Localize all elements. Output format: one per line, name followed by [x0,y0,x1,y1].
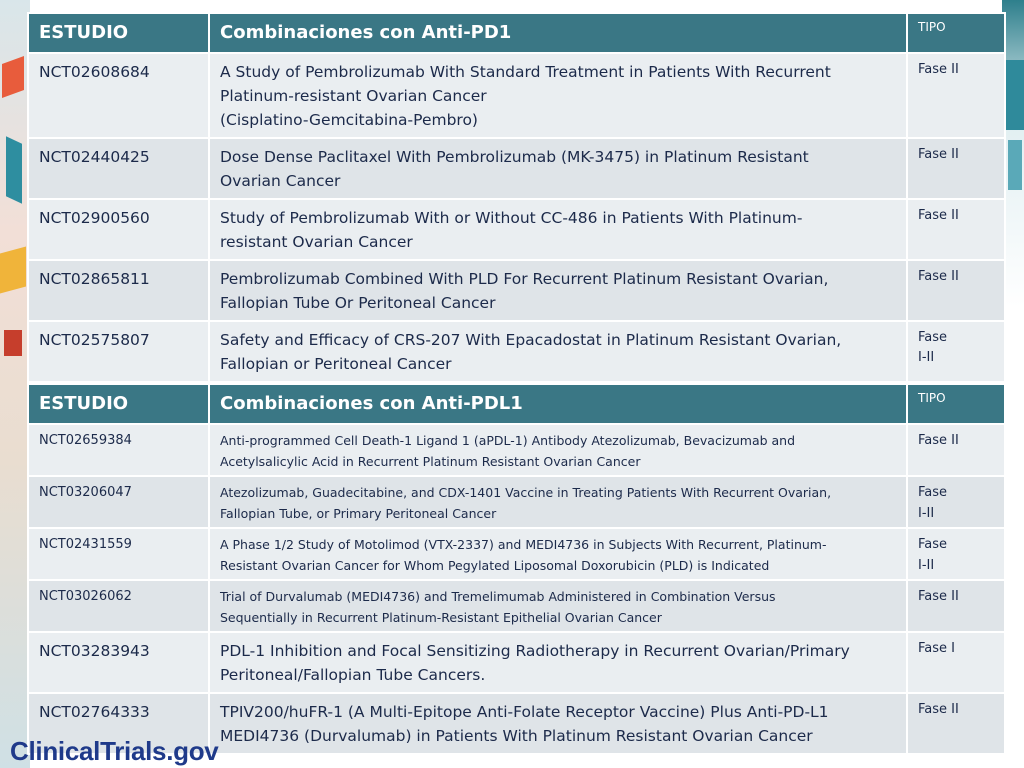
anti-pdl1-table [27,383,1006,755]
phase-word: Fase [918,537,948,552]
anti-pd1-table [27,12,1006,383]
description-line: Safety and Efficacy of CRS-207 With Epacadostat in Platinum Resistant Ovarian, [220,331,842,349]
description-line: PDL-1 Inhibition and Focal Sensitizing Radiotherapy in Recurrent Ovarian/Primary [220,642,850,660]
description-line: resistant Ovarian Cancer [220,233,413,251]
study-description [209,260,907,321]
description-line: Dose Dense Paclitaxel With Pembrolizumab (MK-3475) in Platinum Resistant [220,148,809,166]
study-phase: Fase II [907,260,1005,321]
study-description [209,199,907,260]
description-line: Anti-programmed Cell Death-1 Ligand 1 (aPDL-1) Antibody Atezolizumab, Bevacizumab and [220,433,796,448]
phase-range: I-II [918,506,935,521]
table-row [28,632,1005,693]
study-description [209,424,907,476]
description-line: Atezolizumab, Guadecitabine, and CDX-1401 Vaccine in Treating Patients With Recurrent Ovarian, [220,485,832,500]
study-description [209,53,907,138]
description-line: TPIV200/huFR-1 (A Multi-Epitope Anti-Folate Receptor Vaccine) Plus Anti-PD-L1 [220,703,829,721]
study-description [209,476,907,528]
table-row [28,580,1005,632]
table-row [28,528,1005,580]
study-phase [907,321,1005,382]
study-id: NCT03026062 [28,580,209,632]
study-phase: Fase II [907,138,1005,199]
description-line: A Phase 1/2 Study of Motolimod (VTX-2337) and MEDI4736 in Subjects With Recurrent, Platinum- [220,537,827,552]
col-estudio-header: ESTUDIO [28,13,209,53]
study-description [209,580,907,632]
description-line: Fallopian Tube, or Primary Peritoneal Cancer [220,506,497,521]
study-id: NCT02575807 [28,321,209,382]
study-id: NCT03283943 [28,632,209,693]
col-tipo-header: TIPO [907,384,1005,424]
description-line: Fallopian Tube Or Peritoneal Cancer [220,294,496,312]
decorative-left-band [0,0,30,768]
study-phase: Fase II [907,580,1005,632]
col-combinaciones-header: Combinaciones con Anti-PDL1 [209,384,907,424]
study-phase [907,528,1005,580]
phase-range: I-II [918,558,935,573]
study-id: NCT02865811 [28,260,209,321]
table-row [28,260,1005,321]
study-id: NCT02608684 [28,53,209,138]
description-line: Pembrolizumab Combined With PLD For Recurrent Platinum Resistant Ovarian, [220,270,829,288]
table-row [28,476,1005,528]
study-phase: Fase II [907,53,1005,138]
study-phase [907,476,1005,528]
table-row [28,199,1005,260]
study-id: NCT02659384 [28,424,209,476]
table-row [28,138,1005,199]
table-row [28,321,1005,382]
study-phase: Fase II [907,693,1005,754]
description-line: Acetylsalicylic Acid in Recurrent Platinum Resistant Ovarian Cancer [220,454,641,469]
col-combinaciones-header: Combinaciones con Anti-PD1 [209,13,907,53]
table-row [28,53,1005,138]
study-description [209,693,907,754]
study-description [209,138,907,199]
description-line: Study of Pembrolizumab With or Without CC-486 in Patients With Platinum- [220,209,803,227]
description-line: Fallopian or Peritoneal Cancer [220,355,452,373]
description-line: Peritoneal/Fallopian Tube Cancers. [220,666,486,684]
description-line: MEDI4736 (Durvalumab) in Patients With Platinum Resistant Ovarian Cancer [220,727,813,745]
table-header [28,13,1005,53]
study-phase: Fase I [907,632,1005,693]
description-line: Ovarian Cancer [220,172,341,190]
study-phase: Fase II [907,424,1005,476]
table-row [28,424,1005,476]
study-id: NCT02900560 [28,199,209,260]
description-line: A Study of Pembrolizumab With Standard Treatment in Patients With Recurrent [220,63,831,81]
study-phase: Fase II [907,199,1005,260]
col-tipo-header: TIPO [907,13,1005,53]
table-header [28,384,1005,424]
clinicaltrials-logo: ClinicalTrials.gov [10,736,219,766]
study-description [209,632,907,693]
description-line: Trial of Durvalumab (MEDI4736) and Tremelimumab Administered in Combination Versus [220,589,776,604]
study-description [209,321,907,382]
phase-range: I-II [918,350,935,365]
study-id: NCT03206047 [28,476,209,528]
study-id: NCT02440425 [28,138,209,199]
description-line: (Cisplatino-Gemcitabina-Pembro) [220,111,478,129]
study-description [209,528,907,580]
col-estudio-header: ESTUDIO [28,384,209,424]
study-id: NCT02431559 [28,528,209,580]
description-line: Resistant Ovarian Cancer for Whom Pegylated Liposomal Doxorubicin (PLD) is Indicated [220,558,770,573]
phase-word: Fase [918,330,948,345]
study-id: NCT02764333 [28,693,209,754]
description-line: Platinum-resistant Ovarian Cancer [220,87,487,105]
phase-word: Fase [918,485,948,500]
description-line: Sequentially in Recurrent Platinum-Resistant Epithelial Ovarian Cancer [220,610,662,625]
